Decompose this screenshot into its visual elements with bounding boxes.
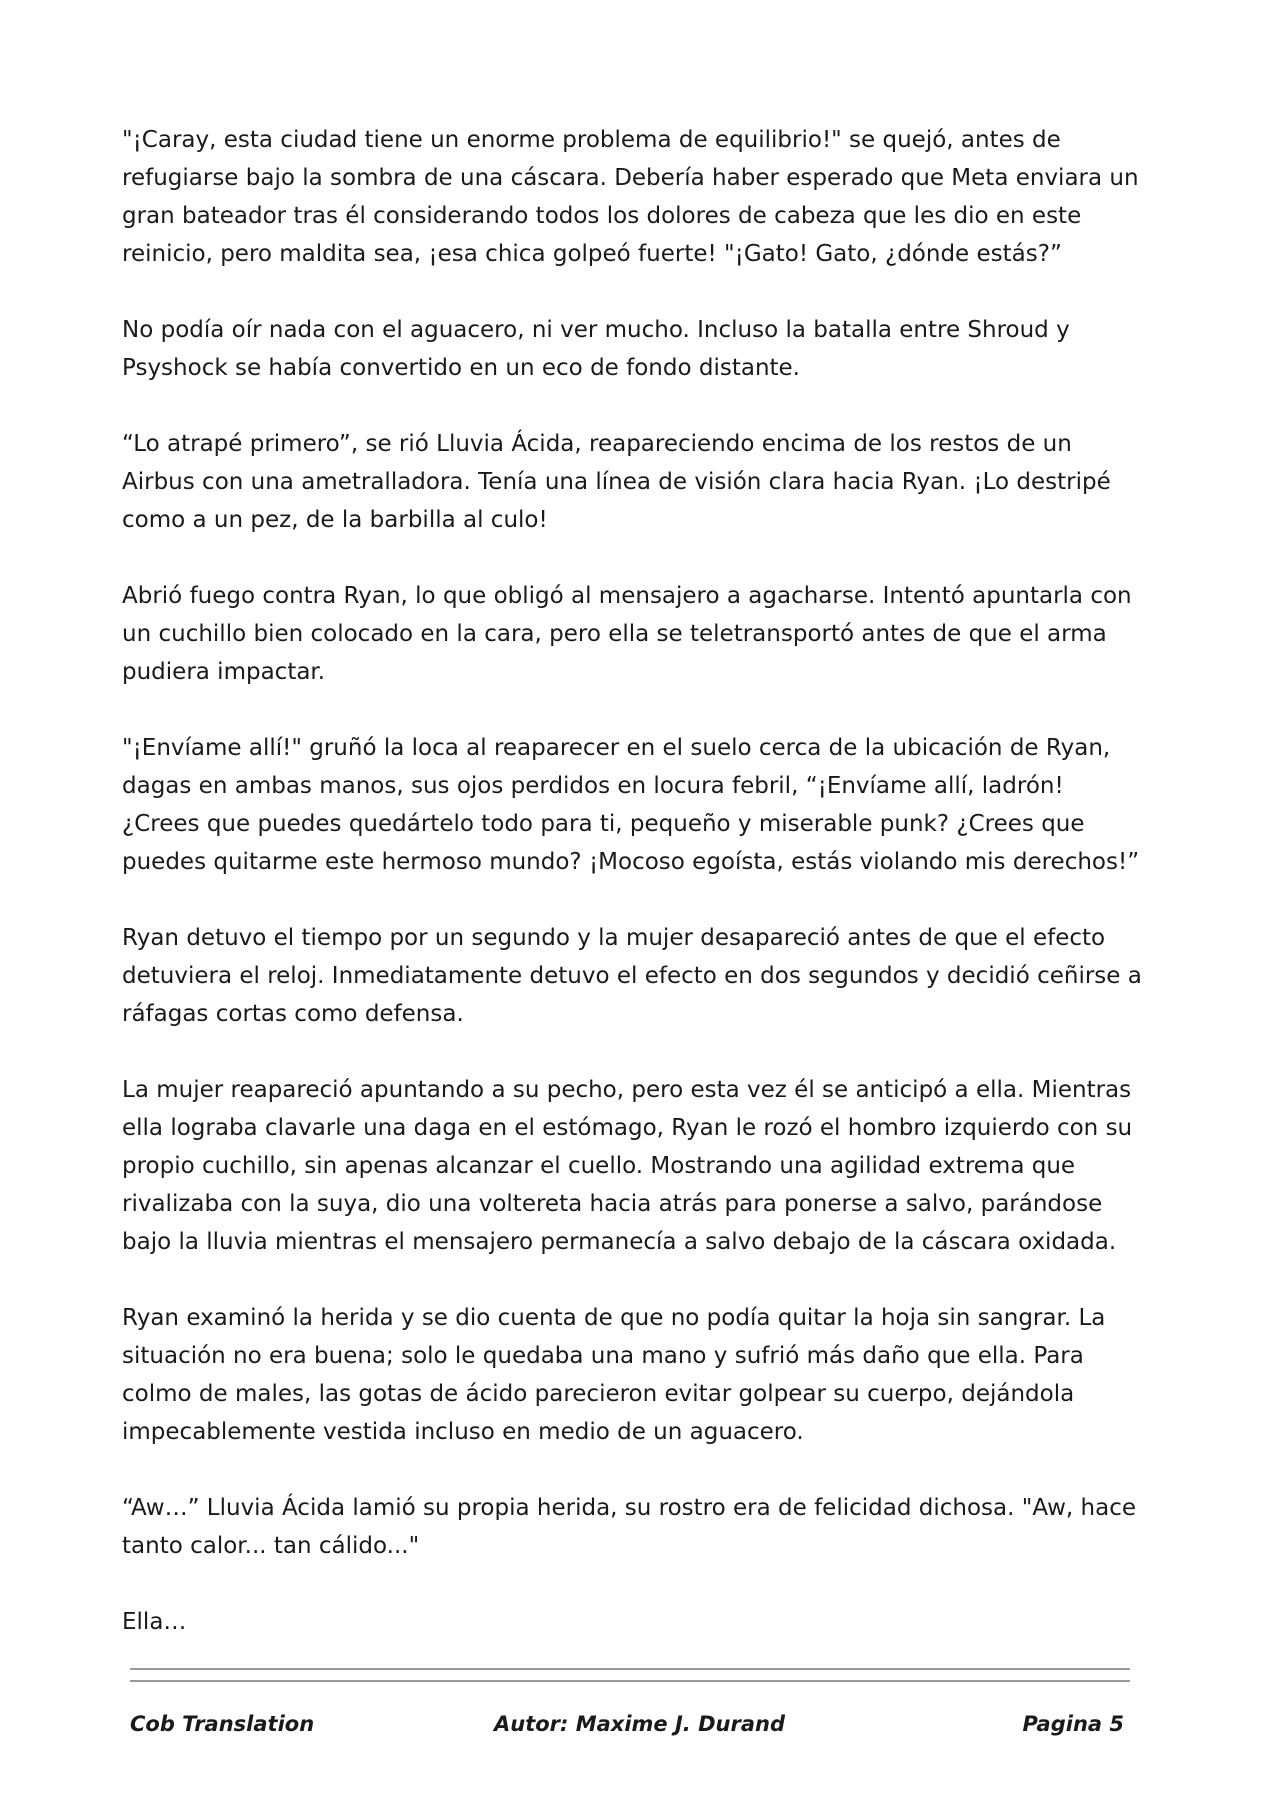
footer-divider-bottom <box>130 1680 1130 1682</box>
paragraph-8: Ryan examinó la herida y se dio cuenta de que no podía quitar la hoja sin sangrar. La situación no era buena; solo le quedaba una mano y sufrió más daño que ella. Para colmo de males, las gotas de ácido parecieron evitar golpear su cuerpo, dejándola impecablemente vestida incluso en medio de un aguacero. <box>122 1305 1106 1445</box>
paragraph-9: “Aw…” Lluvia Ácida lamió su propia herida, su rostro era de felicidad dichosa. "Aw, hace tanto calor... tan cálido..." <box>122 1495 1137 1559</box>
footer-divider-top <box>130 1668 1130 1670</box>
paragraph-3: “Lo atrapé primero”, se rió Lluvia Ácida, reapareciendo encima de los restos de un Airbus con una ametralladora. Tenía una línea de visión clara hacia Ryan. ¡Lo destripé como a un pez, de la barbilla al culo! <box>122 431 1111 533</box>
paragraph-6: Ryan detuvo el tiempo por un segundo y la mujer desapareció antes de que el efecto detuviera el reloj. Inmediatamente detuvo el efecto en dos segundos y decidió ceñirse a ráfagas cortas como defensa. <box>122 925 1142 1027</box>
paragraph-2: No podía oír nada con el aguacero, ni ver mucho. Incluso la batalla entre Shroud y Psyshock se había convertido en un eco de fondo distante. <box>122 317 1070 381</box>
paragraph-1: "¡Caray, esta ciudad tiene un enorme problema de equilibrio!" se quejó, antes de refugiarse bajo la sombra de una cáscara. Debería haber esperado que Meta enviara un gran bateador tras él considerando todos los dolores de cabeza que les dio en este reinicio, pero maldita sea, ¡esa chica golpeó fuerte! "¡Gato! Gato, ¿dónde estás?” <box>122 127 1139 267</box>
paragraph-10: Ella… <box>122 1609 187 1635</box>
footer-translator: Cob Translation <box>130 1712 315 1736</box>
footer-author: Autor: Maxime J. Durand <box>494 1712 785 1736</box>
footer-page-number: Pagina 5 <box>1022 1712 1124 1736</box>
body-text <box>122 121 1142 1679</box>
paragraph-4: Abrió fuego contra Ryan, lo que obligó al mensajero a agacharse. Intentó apuntarla con un cuchillo bien colocado en la cara, pero ella se teletransportó antes de que el arma pudiera impactar. <box>122 583 1132 685</box>
paragraph-7: La mujer reapareció apuntando a su pecho, pero esta vez él se anticipó a ella. Mientras ella lograba clavarle una daga en el estómago, Ryan le rozó el hombro izquierdo con su propio cuchillo, sin apenas alcanzar el cuello. Mostrando una agilidad extrema que rivalizaba con la suya, dio una voltereta hacia atrás para ponerse a salvo, parándose bajo la lluvia mientras el mensajero permanecía a salvo debajo de la cáscara oxidada. <box>122 1077 1133 1255</box>
paragraph-5: "¡Envíame allí!" gruñó la loca al reaparecer en el suelo cerca de la ubicación de Ryan, dagas en ambas manos, sus ojos perdidos en locura febril, “¡Envíame allí, ladrón! ¿Crees que puedes quedártelo todo para ti, pequeño y miserable punk? ¿Crees que puedes quitarme este hermoso mundo? ¡Mocoso egoísta, estás violando mis derechos!” <box>122 735 1140 875</box>
